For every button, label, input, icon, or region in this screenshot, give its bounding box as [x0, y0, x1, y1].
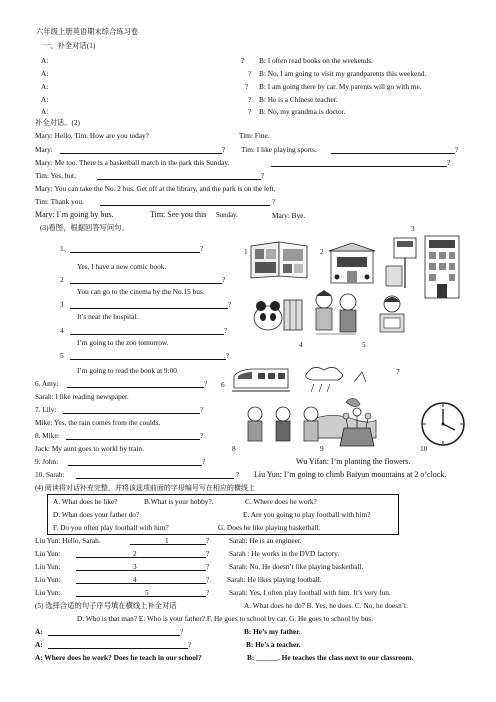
s5-line-2b: B: He’s a teacher.	[246, 640, 301, 649]
s3-qmark: ?	[224, 326, 228, 335]
s4-blank-num: 1	[165, 536, 169, 545]
s3-answer: I’m going to the zoo tomorrow.	[77, 338, 169, 347]
answer-blank[interactable]	[48, 635, 180, 636]
answer-blank[interactable]	[66, 439, 200, 440]
s2-qmark: ?	[272, 197, 276, 206]
s5-qmark: ?	[180, 627, 184, 636]
clock-image	[419, 400, 467, 448]
s3-qmark: ?	[236, 470, 240, 479]
s2-line-1a: Mary: Hello, Tim. How are you today?	[35, 131, 149, 140]
answer-blank[interactable]	[76, 557, 206, 558]
reading-girl-image	[372, 292, 412, 340]
option-c: C. Where does he work?	[245, 497, 317, 506]
option-d: D. What does your father do?	[53, 510, 140, 519]
s5-qmark: ?	[188, 640, 192, 649]
pic-number-7: 7	[396, 367, 400, 376]
answer-blank[interactable]	[68, 465, 202, 466]
pic-number-4: 4	[299, 340, 303, 349]
s4-dialog-l: Liu Yun: Hello, Sarah.	[35, 536, 101, 545]
s4-qmark: ?	[206, 588, 210, 597]
s3-qmark: ?	[228, 300, 232, 309]
answer-blank[interactable]	[67, 387, 204, 388]
s3-p9: 9. John:	[35, 457, 59, 466]
s2-line-1b: Tim: Fine.	[239, 131, 270, 140]
options-box	[47, 494, 399, 535]
s5-options-2: D. Who is that man? E. Who is your father? F. He goes to school by car. G. He goes to school by bus.	[77, 614, 374, 623]
section-1-heading: 一、补全对话(1)	[43, 41, 96, 50]
s2-line-2b: Tim: I like playing sports.	[241, 145, 317, 154]
pic-number-2: 2	[320, 247, 324, 256]
s3-answer: You can go to the cinema by the No.15 bus.	[77, 287, 205, 296]
s1-qmark: ?	[248, 107, 252, 116]
s4-blank-num: 4	[133, 575, 137, 584]
s3-p6: 6. Amy:	[35, 379, 59, 388]
answer-blank[interactable]	[70, 334, 224, 335]
s3-p6-answer: Sarah: I like reading newspaper.	[35, 392, 129, 401]
s4-blank-num: 5	[145, 588, 149, 597]
answer-blank[interactable]	[97, 179, 261, 180]
answer-blank[interactable]	[60, 153, 222, 154]
s1-qmark: ?	[241, 56, 245, 65]
s4-dialog-r: Sarah: Yes, I often play football with him. It’s very fun.	[229, 588, 391, 597]
s1-qmark: ?	[248, 95, 252, 104]
s4-dialog-l: Liu Yun:	[35, 562, 61, 571]
cinema-building-image	[327, 241, 377, 285]
pic-number-1: 1	[244, 247, 248, 256]
s5-line-2a: A:	[35, 640, 43, 649]
s3-qmark: ?	[200, 405, 204, 414]
s4-blank-num: 2	[133, 549, 137, 558]
s4-qmark: ?	[206, 549, 210, 558]
s2-line-7b: Tim: See you this	[150, 210, 207, 219]
s1-qmark: ?	[248, 69, 252, 78]
s2-line-3: Mary: Me too. There is a basketball match in the park this Sunday.	[35, 158, 230, 167]
section-3-heading: (3)看图，根据回答写问句。	[40, 223, 129, 232]
option-f: F. Do you often play football with him?	[53, 523, 169, 532]
s2-qmark: ?	[261, 171, 265, 180]
s1-answer: B: I am going there by car. My parents will go with me.	[259, 82, 422, 91]
s3-p8-answer: Jack: My aunt goes to workl by train.	[35, 444, 145, 453]
s4-dialog-l: Liu Yun:	[35, 575, 61, 584]
section-4-heading: (4) 阅读将对话补充完整，并将该选项前面的字母编号写在相应的横线上	[35, 484, 255, 492]
option-e: E. Are you going to play football with him?	[243, 510, 371, 519]
bus-stop-image	[384, 236, 428, 290]
s3-p10-answer: Liu Yun: I’m going to climb Baiyun mountains at 2 o’clock.	[254, 470, 447, 479]
s3-num: 3	[60, 300, 64, 309]
s3-qmark: ?	[226, 351, 230, 360]
s4-dialog-r: Sarah: He likes playing football.	[227, 575, 322, 584]
comic-book-image	[249, 240, 311, 280]
s2-line-4: Tim: Yes, but,	[35, 171, 76, 180]
answer-blank[interactable]	[76, 570, 206, 571]
pic-number-10: 10	[420, 444, 428, 453]
s3-p7: 7. Lily:	[35, 405, 57, 414]
s4-dialog-r: Sarah : He works in the DVD factory.	[229, 549, 340, 558]
s3-answer: Yes, I have a new comic book.	[77, 262, 167, 271]
s3-p9-answer: Wu Yifan: I’m planting the flowers.	[296, 457, 411, 466]
s2-line-7d: Mary: Bye.	[272, 211, 306, 220]
pic-number-6: 6	[221, 380, 225, 389]
s3-answer: It’s near the hospital.	[77, 312, 139, 321]
s5-line-3a: A: Where does he work? Does he teach in our school?	[35, 653, 202, 662]
answer-blank[interactable]	[70, 308, 228, 309]
s4-qmark: ?.	[206, 575, 212, 584]
s3-num: 1、	[60, 244, 71, 253]
pic-number-9: 9	[320, 444, 324, 453]
pic-number-3: 3	[411, 224, 415, 233]
zoo-animals-image	[248, 292, 306, 340]
s5-line-1a: A:	[35, 627, 43, 636]
section-2-heading: 补全对话。(2)	[35, 118, 80, 127]
s3-qmark: ?	[204, 379, 208, 388]
answer-blank[interactable]	[331, 153, 455, 154]
s5-line-3b: B: ______. He teaches the class next to our classroom.	[247, 653, 414, 662]
s2-line-7a: Mary: I`m going by bus.	[35, 210, 114, 219]
s4-qmark: ?	[206, 562, 210, 571]
children-image	[306, 288, 366, 340]
s1-speaker-a: A:	[41, 82, 49, 91]
s1-qmark: ?	[245, 82, 249, 91]
answer-blank[interactable]	[76, 596, 206, 597]
answer-blank[interactable]	[100, 205, 270, 206]
s2-line-5: Mary: You can take the No. 2 bus. Get off at the library, and the park is on the left.	[35, 184, 276, 193]
s1-speaker-a: A:	[41, 107, 49, 116]
s3-qmark: ?	[222, 275, 226, 284]
s1-speaker-a: A:	[41, 69, 49, 78]
s1-speaker-a: A:	[41, 95, 49, 104]
s3-p7-answer: Mike: Yes, the rain comes from the coulds.	[35, 418, 161, 427]
s3-num: 2	[60, 275, 64, 284]
s3-qmark: ?	[200, 431, 204, 440]
pic-number-5: 5	[362, 340, 366, 349]
s3-qmark: ?	[202, 457, 206, 466]
s3-answer: I’m going to read the book at 9:00.	[77, 366, 179, 375]
hospital-building-image	[423, 230, 463, 300]
pic-number-8: 8	[232, 444, 236, 453]
option-b: B.What is your hobby?.	[144, 497, 214, 506]
s1-answer: B: He is a Chinese teacher.	[259, 95, 338, 104]
answer-blank[interactable]	[70, 252, 200, 253]
page-title: 六年级上册英语期末综合练习卷	[36, 27, 139, 36]
s3-qmark: ?	[200, 244, 204, 253]
answer-blank[interactable]	[70, 283, 222, 284]
s1-answer: B: I often read books on the weekends.	[259, 56, 373, 65]
s4-dialog-r: Sarah: No. He doesn’t like playing basketball.	[229, 562, 364, 571]
s1-answer: B: No, I am going to visit my grandparents this weekend.	[259, 69, 427, 78]
s2-qmark: ?	[455, 145, 459, 154]
section-5-heading: (5) 选择合适的句子序号填在横线上补全对话	[35, 601, 177, 610]
s5-line-1b: B: He’s my father.	[244, 627, 301, 636]
answer-blank[interactable]	[76, 583, 206, 584]
answer-blank[interactable]	[76, 478, 234, 479]
s3-num: 4	[60, 326, 64, 335]
s3-p10: 10. Sarah:	[35, 470, 65, 479]
s4-blank-num: 3	[133, 562, 137, 571]
children-playing-image	[241, 404, 327, 448]
train-image	[230, 366, 292, 394]
s4-dialog-l: Liu Yun:	[35, 588, 61, 597]
answer-blank[interactable]	[48, 648, 188, 649]
s1-speaker-a: A:	[41, 56, 49, 65]
s2-line-6a: Tim: Thank you.	[35, 197, 84, 206]
s2-qmark: ?	[447, 158, 451, 167]
s2-qmark: ?	[222, 145, 226, 154]
option-a: A. What does he like?	[53, 497, 118, 506]
s1-answer: B: No, my grandma is doctor.	[259, 107, 346, 116]
s3-num: 5	[60, 351, 64, 360]
answer-blank[interactable]	[63, 413, 200, 414]
s4-qmark: ?	[206, 536, 210, 545]
s2-line-7c: Sunday.	[216, 212, 238, 219]
planting-flowers-image	[334, 406, 380, 448]
answer-blank[interactable]	[271, 166, 447, 167]
s4-dialog-l: Liu Yun:	[35, 549, 61, 558]
answer-blank[interactable]	[70, 359, 226, 360]
s2-line-2a: Mary:	[35, 145, 53, 154]
s3-p8: 8. Mike:	[35, 431, 60, 440]
option-g: G. Does he like playing basketball.	[218, 523, 321, 532]
s4-dialog-r: Sarah: He is an engineer.	[229, 536, 302, 545]
s5-options-1: A. What does he do? B. Yes, he does. C. No, he doesn’t.	[244, 601, 408, 610]
